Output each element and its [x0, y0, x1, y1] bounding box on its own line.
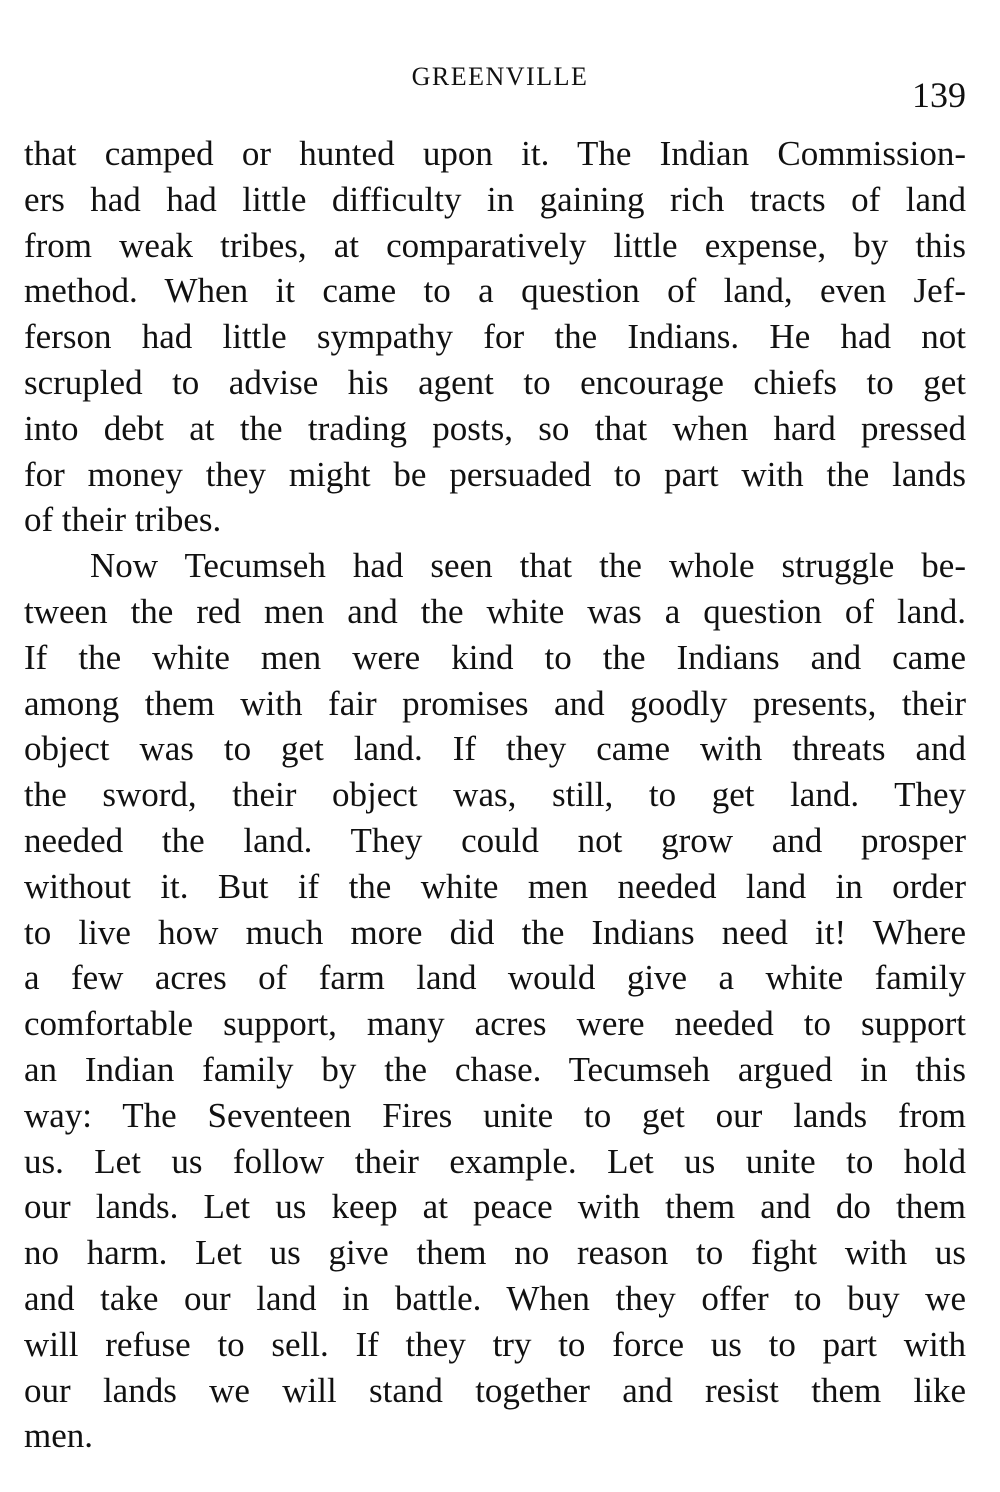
- body-text: [24, 131, 966, 1459]
- text-line: without it. But if the white men needed land in order: [24, 866, 966, 906]
- text-line: of their tribes.: [24, 500, 222, 540]
- text-line: men.: [24, 1416, 94, 1456]
- text-line: us. Let us follow their example. Let us unite to hold: [24, 1141, 966, 1181]
- text-line: for money they might be persuaded to part with the lands: [24, 454, 966, 494]
- text-line: and take our land in battle. When they offer to buy we: [24, 1278, 966, 1318]
- text-line: no harm. Let us give them no reason to fight with us: [24, 1233, 966, 1273]
- paragraph-first-line: Now Tecumseh had seen that the whole struggle be-: [90, 546, 966, 586]
- text-line: If the white men were kind to the Indians and came: [24, 637, 966, 677]
- text-line: scrupled to advise his agent to encourage chiefs to get: [24, 362, 966, 402]
- text-line: will refuse to sell. If they try to force us to part with: [24, 1324, 966, 1364]
- text-line: ers had had little difficulty in gaining rich tracts of land: [24, 179, 966, 219]
- text-line: the sword, their object was, still, to get land. They: [24, 775, 966, 815]
- text-line: from weak tribes, at comparatively little expense, by this: [24, 225, 966, 265]
- running-head-title: GREENVILLE: [411, 62, 589, 91]
- text-line: a few acres of farm land would give a white family: [24, 958, 966, 998]
- page-number: 139: [912, 75, 966, 115]
- text-line: that camped or hunted upon it. The Indian Commission-: [24, 134, 966, 173]
- text-line: method. When it came to a question of land, even Jef-: [24, 271, 966, 311]
- text-line: way: The Seventeen Fires unite to get our lands from: [24, 1095, 966, 1135]
- text-line: our lands. Let us keep at peace with them and do them: [24, 1187, 966, 1227]
- text-line: among them with fair promises and goodly presents, their: [24, 683, 966, 723]
- text-line: tween the red men and the white was a question of land.: [24, 591, 966, 631]
- text-line: needed the land. They could not grow and prosper: [24, 820, 966, 860]
- text-line: ferson had little sympathy for the Indians. He had not: [24, 317, 966, 357]
- text-line: object was to get land. If they came with threats and: [24, 729, 966, 769]
- text-line: an Indian family by the chase. Tecumseh argued in this: [24, 1049, 966, 1089]
- text-line: comfortable support, many acres were needed to support: [24, 1004, 966, 1044]
- text-line: into debt at the trading posts, so that when hard pressed: [24, 408, 966, 448]
- text-line: to live how much more did the Indians need it! Where: [24, 912, 966, 952]
- text-line: our lands we will stand together and resist them like: [24, 1370, 966, 1410]
